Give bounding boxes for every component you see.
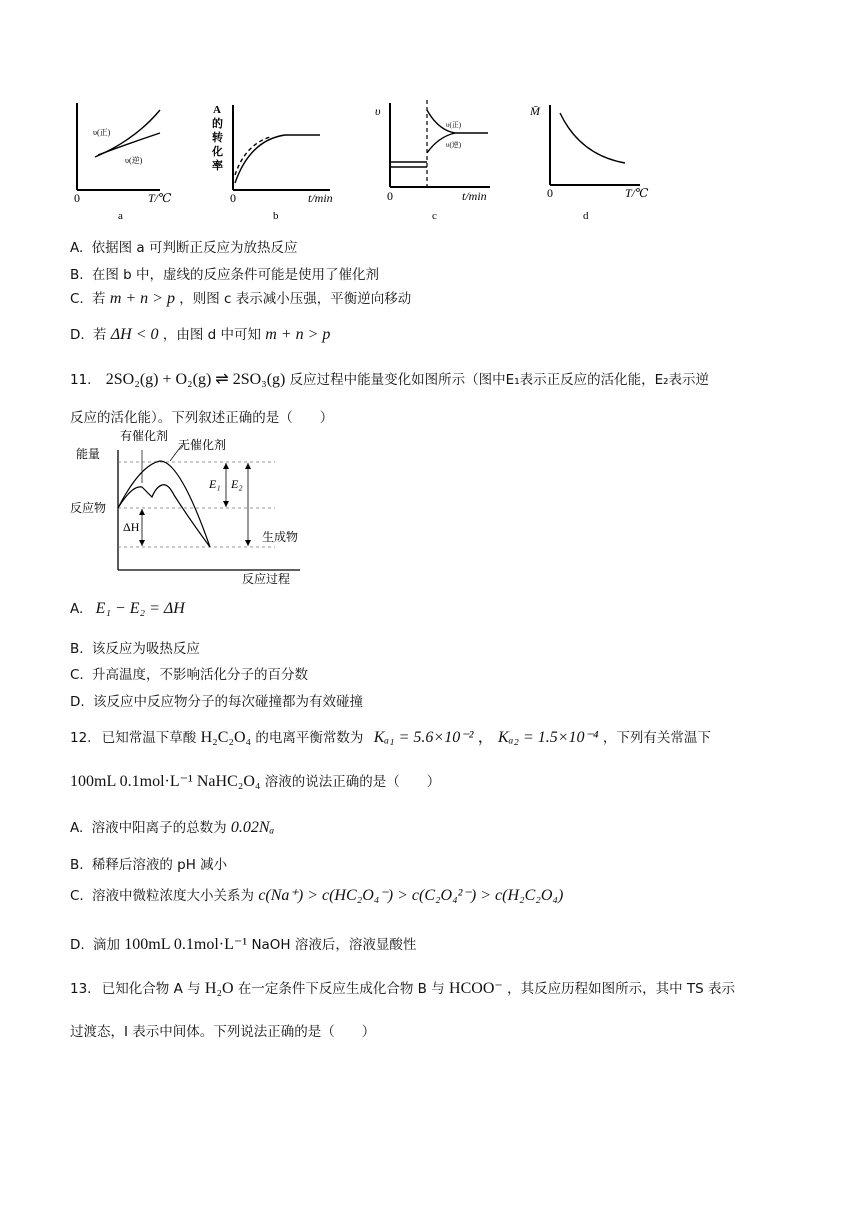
graph-a-neg: υ(逆) [125,156,143,165]
option-letter: A. [70,820,84,836]
q12-option-d [70,933,416,954]
option-letter: D. [70,694,85,710]
option-math: c(Na⁺) > c(HC₂O₄⁻) > c(C₂O₄²⁻) > c(H₂C₂O₄) [258,887,564,904]
label-dh: ΔH [123,520,140,534]
graph-c [370,95,520,225]
option-letter: D. [70,937,85,953]
q12-option-a [70,816,274,837]
option-text: 溶液中微粒浓度大小关系为 [92,888,255,904]
option-letter: D. [70,327,85,343]
option-math: m + n > p [109,290,175,307]
q10-option-a [70,236,297,256]
option-text: 滴加 [92,937,120,953]
option-letter: B. [70,857,84,873]
option-text: 升高温度，不影响活化分子的百分数 [92,667,309,683]
label-reaction-process: 反应过程 [242,572,291,586]
q13-h2o: H₂O [204,980,234,997]
graph-c-neg: υ(逆) [446,141,462,149]
option-letter: A. [70,240,84,256]
graph-a-origin: 0 [74,191,80,205]
q13-stem-line1 [70,977,735,998]
graph-b-ylabel-1: 的 [212,118,223,130]
graph-b-ylabel-4: 率 [212,160,223,172]
q12-solution: 100mL 0.1mol·L⁻¹ NaHC₂O₄ [70,773,261,790]
label-e2: E₂ [231,477,243,491]
option-math: 0.02Nₐ [230,819,275,836]
q11-stem-line2 [70,406,333,426]
option-letter: A. [70,601,84,617]
q12-text-d: 溶液的说法正确的是（ ） [264,774,441,790]
q12-acid: H₂C₂O₄ [200,729,252,746]
question-number: 11. [70,372,92,388]
option-post: NaOH 溶液后，溶液显酸性 [251,937,417,953]
graph-c-ylabel: υ [375,104,381,118]
q11-stem-text: 反应过程中能量变化如图所示（图中E₁表示正反应的活化能，E₂表示逆 [289,372,710,388]
graph-c-caption: c [432,210,437,222]
q11-equation: 2SO₂(g) + O₂(g) ⇌ 2SO₃(g) [105,371,286,388]
option-letter: C. [70,667,84,683]
q12-ka1: Kₐ₁ = 5.6×10⁻² [373,729,474,746]
q12-text-a: 已知常温下草酸 [101,730,197,746]
q12-option-b [70,853,227,873]
graph-c-origin: 0 [387,189,393,203]
graph-c-pos: υ(正) [446,121,462,129]
q11-energy-diagram [70,425,310,590]
q11-option-a [70,600,185,618]
q12-ka2: Kₐ₂ = 1.5×10⁻⁴ [498,729,599,746]
q11-stem-text2: 反应的活化能）。下列叙述正确的是（ ） [70,410,334,426]
q13-text-c: ，其反应历程如图所示，其中 TS 表示 [507,981,736,997]
question-number: 13. [70,981,92,997]
graph-d-ylabel: M̄ [530,104,540,118]
graph-d [525,95,660,225]
q12-stem-line1: 12. 已知常温下草酸 H₂C₂O₄ 的电离平衡常数为 Kₐ₁ = 5.6×10⁻² ， Kₐ₂ = 1.5×10⁻⁴ ，下列有关常温下 [70,729,711,746]
option-text: 该反应为吸热反应 [91,641,200,657]
label-e1: E₁ [209,477,221,491]
graph-d-origin: 0 [547,186,553,200]
graph-b-origin: 0 [230,191,236,205]
graph-a-caption: a [118,210,123,222]
option-math2: m + n > p [265,326,331,343]
graph-c-xlabel: t/min [462,189,487,203]
q12-option-c [70,884,563,905]
q12-text-b: 的电离平衡常数为 [255,730,364,746]
option-text: 在图 b 中，虚线的反应条件可能是使用了催化剂 [91,267,380,283]
q13-hcoo: HCOO⁻ [449,980,503,997]
q10-option-c [70,287,411,308]
graph-b-caption: b [273,210,279,222]
option-letter: B. [70,267,84,283]
q13-text-d: 过渡态，I 表示中间体。下列说法正确的是（ ） [70,1024,376,1040]
option-math: ΔH < 0 [110,326,159,343]
q13-text-a: 已知化合物 A 与 [101,981,201,997]
q11-option-b [70,637,200,657]
graph-a-pos: υ(正) [93,128,111,137]
label-energy: 能量 [76,447,101,461]
option-text: 依据图 a 可判断正反应为放热反应 [91,240,298,256]
option-post: ，则图 c 表示减小压强，平衡逆向移动 [179,291,412,307]
q11-option-d [70,690,363,710]
option-pre: 若 [92,327,107,343]
option-text: 溶液中阳离子的总数为 [91,820,227,836]
option-letter: C. [70,291,84,307]
label-without-catalyst: 无催化剂 [178,438,227,452]
option-mid: ，由图 d 中可知 [162,327,261,343]
graph-d-caption: d [583,210,589,222]
option-pre: 若 [92,291,106,307]
graph-b-ylabel-0: A [213,104,221,116]
graph-d-xlabel: T/℃ [625,186,649,200]
option-text: E₁ − E₂ = ΔH [95,600,185,617]
option-math: 100mL 0.1mol·L⁻¹ [124,936,248,953]
option-letter: B. [70,641,84,657]
q11-stem-line1 [70,368,709,389]
q10-option-b [70,263,379,283]
graph-b-xlabel: t/min [308,191,333,205]
label-reactant: 反应物 [70,501,107,515]
option-text: 该反应中反应物分子的每次碰撞都为有效碰撞 [92,694,363,710]
option-text: 稀释后溶液的 pH 减小 [91,857,228,873]
q11-option-c [70,663,308,683]
option-letter: C. [70,888,84,904]
graph-b-ylabel-3: 化 [212,146,223,158]
label-product: 生成物 [262,530,299,544]
q12-text-c: ，下列有关常温下 [602,730,711,746]
q10-graphs [60,95,660,230]
q12-stem-line2 [70,770,440,791]
q10-option-d [70,323,330,344]
graph-b [210,95,355,225]
graph-a [60,95,185,225]
question-number: 12. [70,730,92,746]
graph-a-xlabel: T/℃ [148,191,172,205]
q13-stem-line2 [70,1020,375,1040]
label-with-catalyst: 有催化剂 [120,429,169,443]
graph-b-ylabel-2: 转 [212,132,223,144]
q13-text-b: 在一定条件下反应生成化合物 B 与 [237,981,445,997]
